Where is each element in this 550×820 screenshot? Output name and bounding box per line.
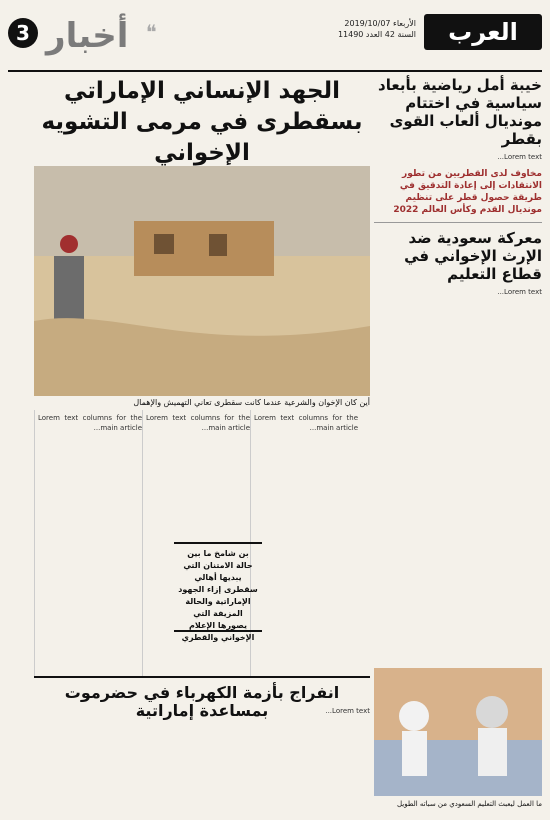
article-column-2: Lorem text columns for the main article... bbox=[142, 410, 253, 678]
main-caption: أين كان الإخوان والشرعية عندما كانت سقطرى تعاني التهميش والإهمال bbox=[133, 398, 370, 407]
masthead bbox=[8, 8, 542, 72]
article-column-1: Lorem text columns for the main article... bbox=[34, 410, 145, 678]
issue-date: الأربعاء 2019/10/07 السنة 42 العدد 11490 bbox=[337, 19, 416, 39]
quote-icon: ❝ bbox=[146, 20, 157, 44]
bottom-caption: ما العمل ليعبث التعليم السعودي من سباته الطويل bbox=[396, 800, 542, 808]
section-title: أخبار bbox=[46, 16, 129, 56]
story2-text: Lorem text... bbox=[497, 288, 542, 296]
story1-subhead: مخاوف لدى القطريين من تطور الانتقادات إلى إعادة التدقيق في طريقة حصول قطر على تنظيم مونديال القدم وكأس العالم 2022 bbox=[393, 169, 542, 215]
newspaper-logo: العرب bbox=[424, 14, 542, 50]
main-photo bbox=[34, 166, 370, 396]
article-column-3: Lorem text columns for the main article... bbox=[250, 410, 361, 678]
main-headline: الجهد الإنساني الإماراتي بسقطرى في مرمى التشويه الإخواني bbox=[34, 76, 370, 201]
bottom-headline: انفراج بأزمة الكهرباء في حضرموت بمساعدة إماراتية bbox=[34, 676, 370, 720]
bottom-article: Lorem text... bbox=[325, 707, 370, 715]
right-column bbox=[374, 70, 542, 297]
story1-title: خيبة أمل رياضية بأبعاد سياسية في اختتام مونديال ألعاب القوى بقطر bbox=[378, 76, 542, 148]
bottom-photo bbox=[374, 668, 542, 796]
divider bbox=[374, 222, 542, 223]
story1-text: Lorem text... bbox=[497, 153, 542, 161]
pull-quote: بن شامخ ما بين حالة الامتنان التي يبديها أهالي سقطرى إزاء الجهود الإماراتية والحالة المزيفة التي يصورها الإعلام الإخواني والقطري bbox=[174, 542, 262, 632]
story2-title: معركة سعودية ضد الإرث الإخواني في قطاع التعليم bbox=[404, 229, 542, 283]
page-number: 3 bbox=[8, 18, 38, 48]
